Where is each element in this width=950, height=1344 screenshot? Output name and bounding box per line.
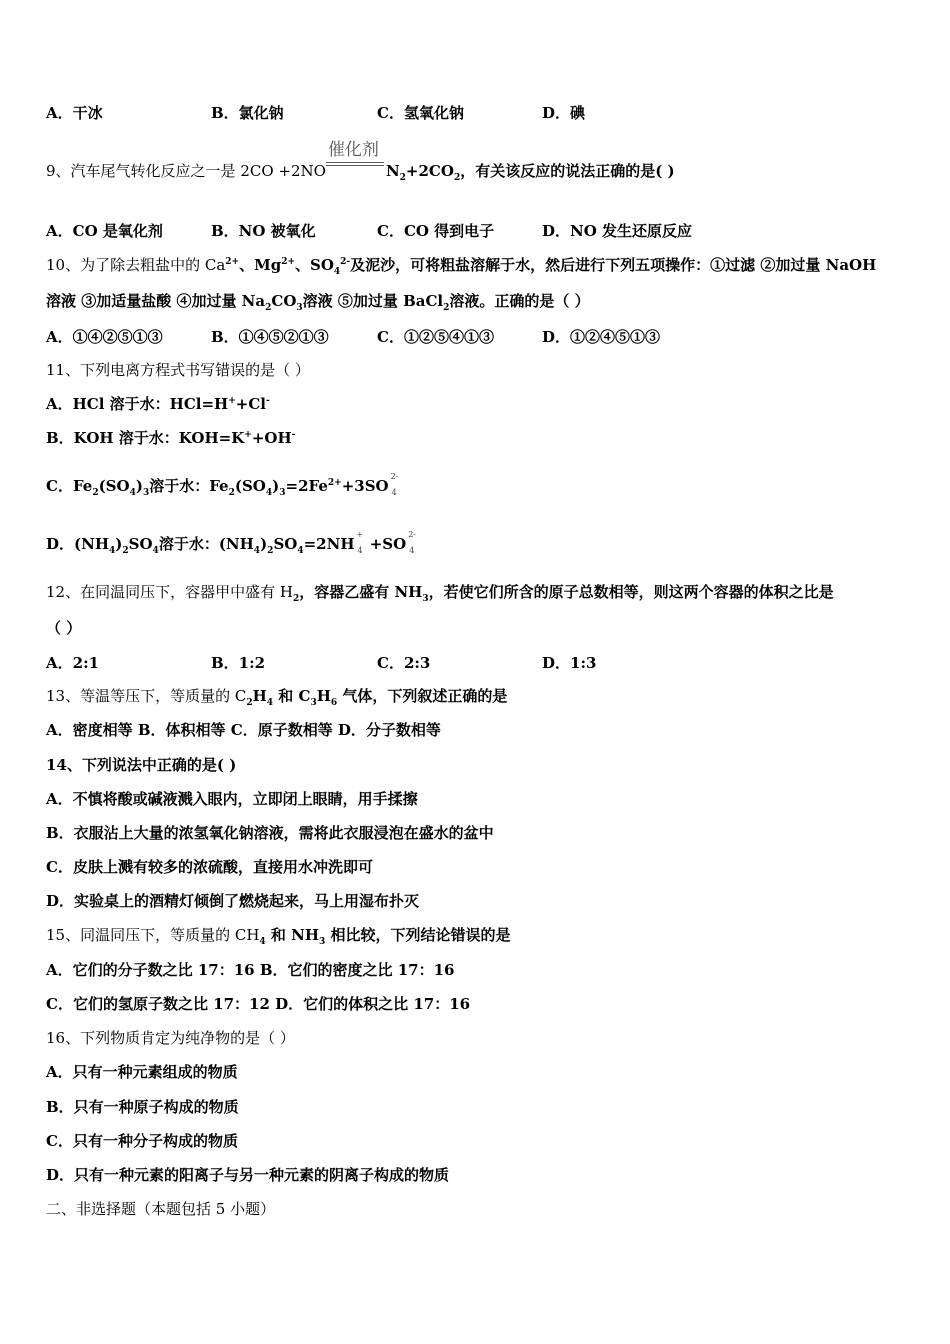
q12-option-c: C．2:3 (377, 654, 431, 672)
q8-option-b: B．氯化钠 (211, 104, 284, 122)
q14-option-b: B．衣服沾上大量的浓氢氧化钠溶液，需将此衣服浸泡在盛水的盆中 (46, 824, 494, 842)
q11-option-c: C．$Fe_2(SO_4)_3$溶于水：$Fe_2(SO_4)_3=2Fe^{2+}+3SO$ 2- 4 (46, 472, 399, 498)
section-2-heading: 二、非选择题（本题包括 5 小题） (46, 1200, 276, 1218)
q9-option-a: A．CO 是氧化剂 (46, 222, 163, 240)
q15-options-cd: C．它们的氢原子数之比 17：12 D．它们的体积之比 17：16 (46, 995, 471, 1013)
catalyst-arrow: 催化剂 (326, 162, 386, 182)
q8-option-a: A．干冰 (46, 104, 103, 122)
q9-option-b: B．NO 被氧化 (211, 222, 316, 240)
q10-option-d: D．①②④⑤①③ (542, 328, 661, 346)
q12-option-a: A．2:1 (46, 654, 100, 672)
sulfate-charge: 2- 4 (390, 472, 399, 497)
q10-option-c: C．①②⑤④①③ (377, 328, 494, 346)
q15-options-ab: A．它们的分子数之比 17：16 B．它们的密度之比 17：16 (46, 961, 455, 979)
q13-stem: 13、等温等压下，等质量的 $C_2H_4$ 和 $C_3H_6$ 气体，下列叙述正确的是 (46, 687, 508, 708)
q16-option-a: A．只有一种元素组成的物质 (46, 1063, 238, 1081)
q12-option-b: B．1:2 (211, 654, 266, 672)
q15-stem: 15、同温同压下，等质量的 $CH_4$ 和 $NH_3$ 相比较，下列结论错误的是 (46, 926, 511, 947)
q10-stem-line2: 溶液 ③加适量盐酸 ④加过量 $Na_2CO_3$溶液 ⑤加过量 BaCl$_2$溶液。正确的是（ ） (46, 292, 590, 313)
q11-option-a: A．HCl 溶于水：HCl=H++Cl- (46, 395, 270, 413)
q12-option-d: D．1:3 (542, 654, 597, 672)
q10-option-a: A．①④②⑤①③ (46, 328, 163, 346)
q16-option-c: C．只有一种分子构成的物质 (46, 1132, 238, 1150)
q14-option-a: A．不慎将酸或碱液溅入眼内，立即闭上眼睛，用手揉擦 (46, 790, 418, 808)
q9-stem: 9、汽车尾气转化反应之一是 2CO +2NO 催化剂 $N_2+2CO_2$，有关该反应的说法正确的是( ) (46, 140, 675, 183)
q8-option-c: C．氢氧化钠 (377, 104, 464, 122)
q14-stem: 14、下列说法中正确的是( ) (46, 756, 237, 774)
q13-options: A．密度相等 B．体积相等 C．原子数相等 D．分子数相等 (46, 721, 441, 739)
q16-stem: 16、下列物质肯定为纯净物的是（ ） (46, 1029, 295, 1047)
q14-option-d: D．实验桌上的酒精灯倾倒了燃烧起来，马上用湿布扑灭 (46, 892, 420, 910)
q8-option-d: D．碘 (542, 104, 586, 122)
q10-stem-line1: 10、为了除去粗盐中的 $Ca^{2+}$、$Mg^{2+}$、$SO_4^{2-}$及泥沙，可将粗盐溶解于水，然后进行下列五项操作：①过滤 ②加过量 NaOH (46, 256, 877, 277)
q11-stem: 11、下列电离方程式书写错误的是（ ） (46, 361, 310, 379)
q12-stem-line1: 12、在同温同压下，容器甲中盛有 $H_2$，容器乙盛有 $NH_3$，若使它们所含的原子总数相等，则这两个容器的体积之比是 (46, 583, 834, 604)
q9-option-d: D．NO 发生还原反应 (542, 222, 693, 240)
q9-option-c: C．CO 得到电子 (377, 222, 495, 240)
ammonium-charge: + 4 (356, 530, 364, 555)
q14-option-c: C．皮肤上溅有较多的浓硫酸，直接用水冲洗即可 (46, 858, 373, 876)
q12-stem-line2: （ ） (46, 619, 82, 637)
sulfate-charge: 2- 4 (408, 530, 416, 555)
q16-option-d: D．只有一种元素的阳离子与另一种元素的阴离子构成的物质 (46, 1166, 450, 1184)
q11-option-d: D．$(NH_4)_2SO_4$溶于水：$(NH_4)_2SO_4=2NH$ + 4 +SO 2- 4 (46, 530, 416, 556)
q16-option-b: B．只有一种原子构成的物质 (46, 1098, 239, 1116)
q11-option-b: B．KOH 溶于水：KOH=K++OH- (46, 429, 296, 447)
q10-option-b: B．①④⑤②①③ (211, 328, 329, 346)
